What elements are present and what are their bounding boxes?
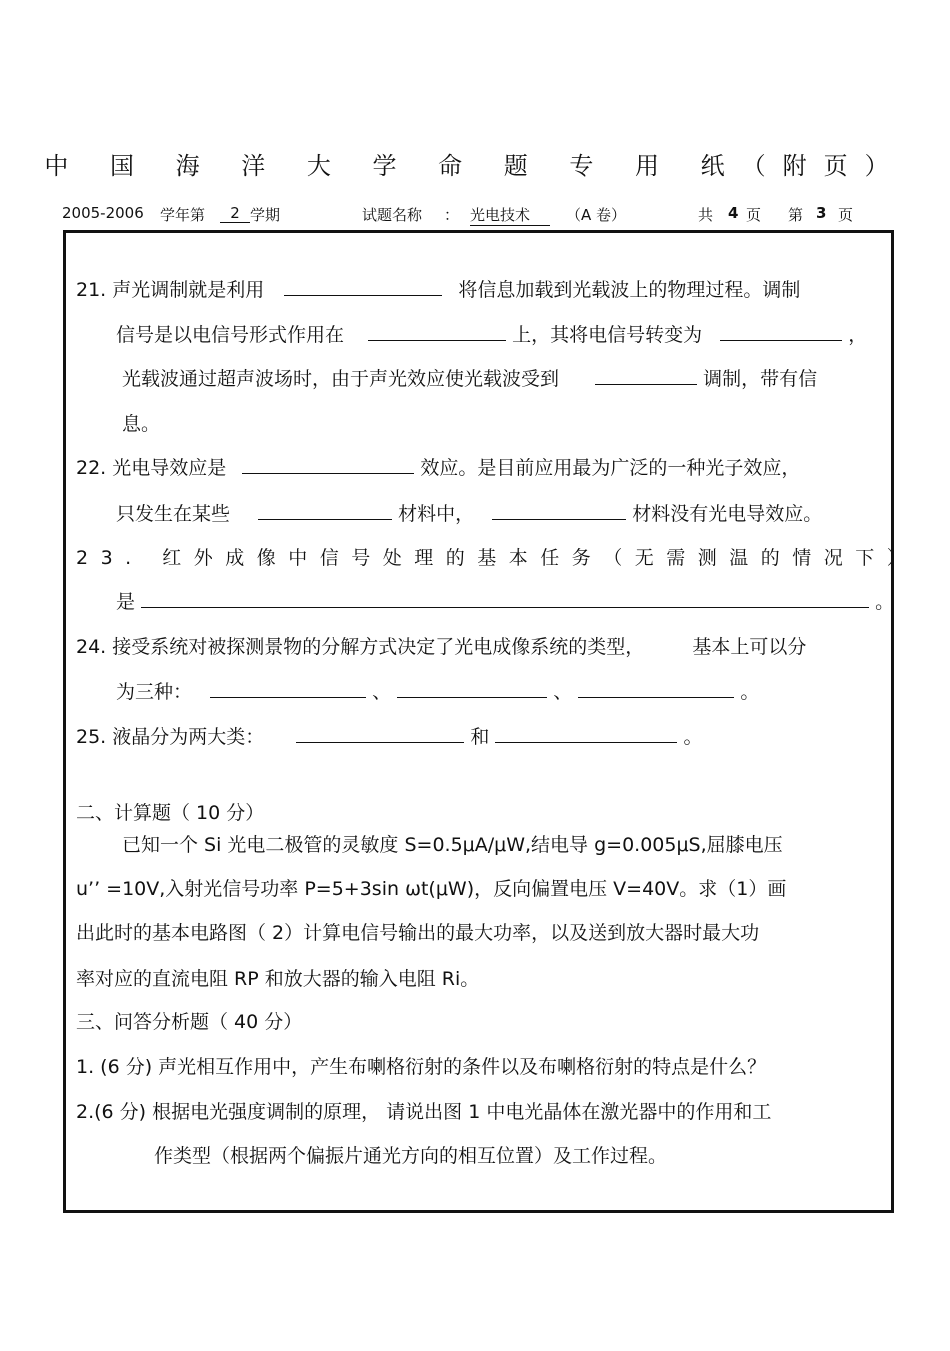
q23-line-2 bbox=[116, 589, 894, 615]
q22-blank-3 bbox=[492, 501, 626, 520]
paper-version: （A 卷） bbox=[566, 206, 627, 224]
academic-year: 2005-2006 bbox=[62, 204, 144, 222]
q22-blank-2 bbox=[258, 501, 392, 520]
q22-blank-1 bbox=[242, 455, 414, 474]
colon: ： bbox=[444, 206, 460, 224]
q24-text-b: 基本上可以分 bbox=[692, 636, 807, 658]
section-3-q2-line-1: 2.(6 分) 根据电光强度调制的原理， 请说出图 1 中电光晶体在激光器中的作用和工 bbox=[76, 1101, 772, 1123]
q21-line-4: 息。 bbox=[122, 413, 161, 435]
q24-line-2 bbox=[116, 679, 759, 705]
q21-text: 21. 声光调制就是利用 bbox=[76, 279, 265, 301]
q21-line-2 bbox=[116, 322, 867, 348]
q21-text-2a: 信号是以电信号形式作用在 bbox=[116, 324, 345, 346]
q23-blank-1 bbox=[141, 589, 869, 608]
q24-blank-3 bbox=[578, 679, 734, 698]
term-number: 2 bbox=[220, 204, 250, 223]
q24-end: 。 bbox=[740, 681, 760, 703]
year-label: 学年第 bbox=[160, 206, 206, 224]
q25-blank-2 bbox=[495, 724, 677, 743]
total-pages-label: 共 bbox=[698, 206, 714, 224]
q21-line-3 bbox=[122, 366, 817, 392]
q22-text: 22. 光电导效应是 bbox=[76, 457, 227, 479]
q21-text-2c: ， bbox=[848, 324, 868, 346]
q24-line-1 bbox=[76, 634, 806, 660]
page-title: 中 国 海 洋 大 学 命 题 专 用 纸（附页） bbox=[44, 152, 906, 180]
section-2-line-4: 率对应的直流电阻 RP 和放大器的输入电阻 Ri。 bbox=[76, 968, 480, 990]
q21-blank-1 bbox=[284, 277, 442, 296]
q22-text-2c: 材料没有光电导效应。 bbox=[632, 503, 823, 525]
section-2-line-3: 出此时的基本电路图（ 2）计算电信号输出的最大功率，以及送到放大器时最大功 bbox=[76, 922, 760, 944]
section-3-q2-line-2: 作类型（根据两个偏振片通光方向的相互位置）及工作过程。 bbox=[154, 1145, 668, 1167]
q21-text-3b: 调制，带有信 bbox=[703, 368, 818, 390]
term-label: 学期 bbox=[250, 206, 281, 224]
section-2-heading: 二、计算题（ 10 分） bbox=[76, 802, 265, 824]
section-3-q1: 1. (6 分) 声光相互作用中，产生布喇格衍射的条件以及布喇格衍射的特点是什么？ bbox=[76, 1056, 767, 1078]
q21-blank-4 bbox=[595, 366, 697, 385]
q25-blank-1 bbox=[296, 724, 464, 743]
section-2-line-2: u’’ =10V,入射光信号功率 P=5+3sin ωt(μW)，反向偏置电压 V=40V。求（1）画 bbox=[76, 878, 787, 900]
q21-line-1 bbox=[76, 277, 800, 303]
q24-text: 24. 接受系统对被探测景物的分解方式决定了光电成像系统的类型， bbox=[76, 636, 645, 658]
q25-end: 。 bbox=[683, 726, 703, 748]
q21-blank-2 bbox=[368, 322, 506, 341]
q24-blank-2 bbox=[397, 679, 547, 698]
q22-text-b: 效应。是目前应用最为广泛的一种光子效应， bbox=[420, 457, 801, 479]
q23-line-1: 23. 红外成像中信号处理的基本任务（无需测温的情况下） bbox=[76, 547, 919, 569]
section-2-line-1: 已知一个 Si 光电二极管的灵敏度 S=0.5μA/μW,结电导 g=0.005μS,屈膝电压 bbox=[122, 834, 783, 856]
q23-text-2a: 是 bbox=[116, 591, 136, 613]
section-3-heading: 三、问答分析题（ 40 分） bbox=[76, 1011, 303, 1033]
q25-line-1 bbox=[76, 724, 702, 750]
q24-text-2a: 为三种： bbox=[116, 681, 193, 703]
page-number: 3 bbox=[816, 204, 827, 222]
exam-name-label: 试题名称 bbox=[362, 206, 423, 224]
q22-line-2 bbox=[116, 501, 822, 527]
total-pages: 4 bbox=[728, 204, 739, 222]
page-unit-2: 页 bbox=[838, 206, 854, 224]
q22-text-2b: 材料中， bbox=[398, 503, 475, 525]
q21-text-2b: 上，其将电信号转变为 bbox=[512, 324, 703, 346]
q25-text-b: 和 bbox=[470, 726, 490, 748]
q25-text: 25. 液晶分为两大类： bbox=[76, 726, 265, 748]
q21-text-3a: 光载波通过超声波场时，由于声光效应使光载波受到 bbox=[122, 368, 560, 390]
page-unit: 页 bbox=[746, 206, 762, 224]
exam-name: 光电技术 bbox=[470, 204, 550, 226]
q24-blank-1 bbox=[210, 679, 366, 698]
exam-header bbox=[62, 204, 892, 226]
page-label: 第 bbox=[788, 206, 804, 224]
q22-line-1 bbox=[76, 455, 800, 481]
q21-blank-3 bbox=[720, 322, 842, 341]
q21-text-b: 将信息加载到光载波上的物理过程。调制 bbox=[458, 279, 801, 301]
q23-text-2b: 。 bbox=[875, 591, 895, 613]
q24-sep-2: 、 bbox=[553, 681, 573, 703]
q22-text-2a: 只发生在某些 bbox=[116, 503, 231, 525]
q24-sep-1: 、 bbox=[372, 681, 392, 703]
